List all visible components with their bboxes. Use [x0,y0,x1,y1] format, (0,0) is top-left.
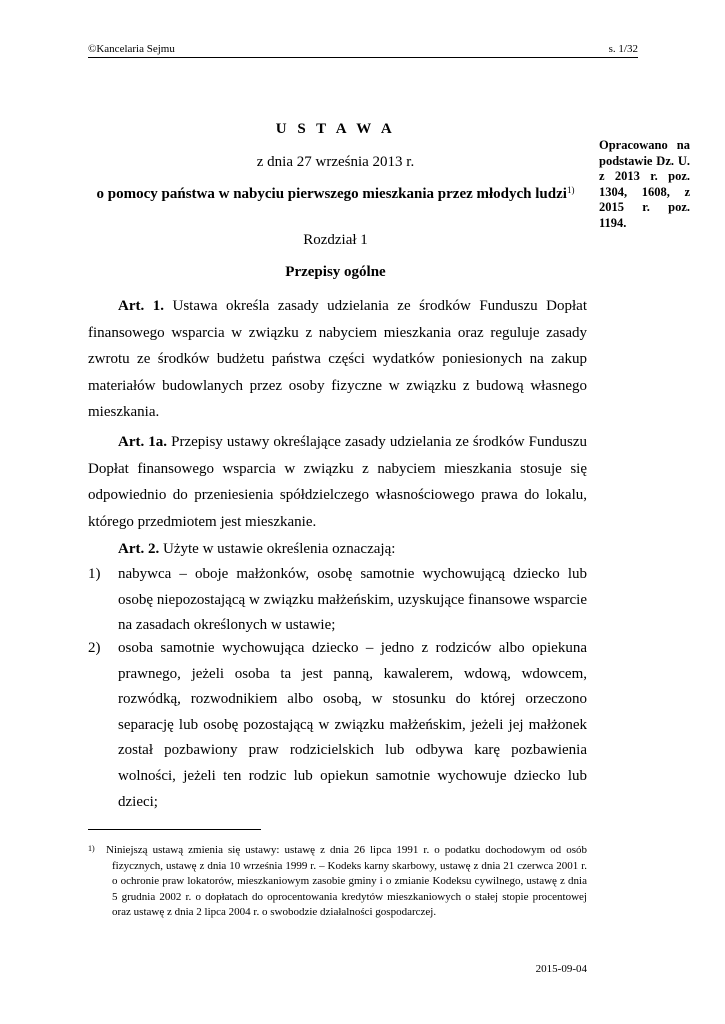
definition-number: 2) [88,640,101,656]
article-text: Użyte w ustawie określenia oznaczają: [163,541,396,557]
article-label: Art. 1a. [118,434,168,450]
definition-item [88,562,587,639]
source-note: Opracowano na podstawie Dz. U. z 2013 r. poz. 1304, 1608, z 2015 r. poz. 1194. [599,138,690,230]
definition-number: 1) [88,566,101,582]
act-subject-text: o pomocy państwa w nabyciu pierwszego mieszkania przez młodych ludzi [96,186,567,202]
definition-item [88,636,587,815]
definition-text: nabywca – oboje małżonków, osobę samotnie wychowującą dziecko lub osobę niepozostającą w związku małżeńskim, uzyskujące finansowe wsparcie na zasadach określonych w ustawie; [118,566,587,634]
page-header [88,42,638,58]
chapter-number: Rozdział 1 [303,232,368,248]
article-2 [88,536,587,563]
act-date: z dnia 27 września 2013 r. [256,154,415,170]
act-title: U S T A W A [275,121,396,137]
article-1 [88,293,587,426]
footnote-ref: 1) [566,185,575,195]
footnote [88,843,587,921]
article-text: Ustawa określa zasady udzielania ze środków Funduszu Dopłat finansowego wsparcia w związku z nabyciem mieszkania oraz reguluje zasady zwrotu ze środków budżetu państwa części wydatków poniesionych na zakup materiałów budowlanych przez osoby fizyczne w związku z budową własnego mieszkania. [88,298,587,421]
chapter-name: Przepisy ogólne [285,264,386,280]
definition-text: osoba samotnie wychowująca dziecko – jedno z rodziców albo opiekuna prawnego, jeżeli osoba ta jest panną, kawalerem, wdową, wdowcem, rozwódką, rozwodnikiem albo osobą, w stosunku do której orzeczono separację lub osobę pozostającą w związku małżeńskim, jeżeli jej małżonek został pozbawiony praw rodzicielskich lub odbywa karę pozbawienia wolności, jeżeli ten rodzic lub opiekun samotnie wychowuje dziecko lub dzieci; [118,640,587,810]
article-1a [88,429,587,535]
article-text: Przepisy ustawy określające zasady udzielania ze środków Funduszu Dopłat finansowego wsparcia w związku z nabyciem mieszkania stosuje się odpowiednio do przeniesienia spółdzielczego własnościowego prawa do lokalu, którego przedmiotem jest mieszkanie. [88,434,587,530]
page-number: s. 1/32 [608,43,638,55]
article-label: Art. 1. [118,298,164,314]
header-publisher: ©Kancelaria Sejmu [88,43,175,55]
article-label: Art. 2. [118,541,160,557]
act-subject [88,185,583,203]
footnote-text: Niniejszą ustawą zmienia się ustawy: ustawę z dnia 26 lipca 1991 r. o podatku dochodowym od osób fizycznych, ustawę z dnia 10 września 1999 r. – Kodeks karny skarbowy, ustawę z dnia 21 czerwca 2001 r. o ochronie praw lokatorów, mieszkaniowym zasobie gminy i o zmianie Kodeksu cywilnego, ustawę z dnia 5 grudnia 2002 r. o dopłatach do oprocentowania kredytów mieszkaniowych o stałej stopie procentowej oraz ustawę z dnia 2 lipca 2004 r. o swobodzie działalności gospodarczej. [106,844,587,919]
footnote-divider [88,829,261,830]
footnote-number: 1) [88,844,95,853]
footer-date: 2015-09-04 [535,963,587,975]
